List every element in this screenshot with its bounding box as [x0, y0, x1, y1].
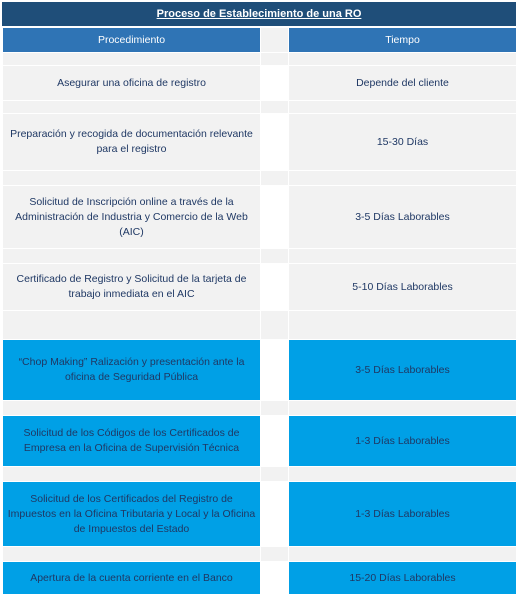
spacer-cell	[261, 101, 289, 114]
procedure-cell: Solicitud de los Códigos de los Certificados de Empresa en la Oficina de Supervisión Técnica	[3, 416, 261, 467]
time-cell: 5-10 Días Laborables	[289, 264, 517, 311]
procedure-cell: Asegurar una oficina de registro	[3, 66, 261, 101]
spacer-cell	[289, 401, 517, 416]
spacer-row	[3, 467, 517, 482]
table-row	[3, 114, 517, 171]
gap-cell	[261, 186, 289, 249]
spacer-row	[3, 401, 517, 416]
header-procedure: Procedimiento	[3, 28, 261, 53]
spacer-cell	[289, 311, 517, 340]
spacer-cell	[289, 101, 517, 114]
spacer-cell	[3, 53, 261, 66]
spacer-cell	[3, 101, 261, 114]
table-row	[3, 66, 517, 101]
spacer-cell	[261, 311, 289, 340]
procedure-cell: Apertura de la cuenta corriente en el Banco	[3, 562, 261, 595]
gap-cell	[261, 66, 289, 101]
table-row	[3, 340, 517, 401]
procedure-cell: Solicitud de Inscripción online a través de la Administración de Industria y Comercio de la Web (AIC)	[3, 186, 261, 249]
spacer-cell	[289, 547, 517, 562]
gap-cell	[261, 340, 289, 401]
spacer-cell	[261, 249, 289, 264]
table-row	[3, 562, 517, 595]
table-row	[3, 416, 517, 467]
spacer-cell	[261, 401, 289, 416]
spacer-cell	[261, 53, 289, 66]
spacer-cell	[289, 53, 517, 66]
time-cell: 1-3 Días Laborables	[289, 482, 517, 547]
time-cell: 3-5 Días Laborables	[289, 340, 517, 401]
procedure-cell: Certificado de Registro y Solicitud de la tarjeta de trabajo inmediata en el AIC	[3, 264, 261, 311]
spacer-row	[3, 547, 517, 562]
spacer-cell	[289, 467, 517, 482]
gap-cell	[261, 482, 289, 547]
table-row	[3, 186, 517, 249]
spacer-cell	[3, 401, 261, 416]
spacer-row	[3, 53, 517, 66]
spacer-row	[3, 249, 517, 264]
gap-cell	[261, 562, 289, 595]
spacer-cell	[261, 467, 289, 482]
spacer-cell	[3, 547, 261, 562]
spacer-cell	[261, 547, 289, 562]
header-time: Tiempo	[289, 28, 517, 53]
time-cell: 1-3 Días Laborables	[289, 416, 517, 467]
spacer-row	[3, 101, 517, 114]
spacer-cell	[3, 249, 261, 264]
spacer-cell	[289, 249, 517, 264]
spacer-cell	[3, 311, 261, 340]
gap-cell	[261, 416, 289, 467]
spacer-cell	[3, 467, 261, 482]
table-row	[3, 482, 517, 547]
time-cell: 3-5 Días Laborables	[289, 186, 517, 249]
procedure-cell: Preparación y recogida de documentación relevante para el registro	[3, 114, 261, 171]
spacer-cell	[289, 171, 517, 186]
spacer-cell	[3, 171, 261, 186]
table-title: Proceso de Establecimiento de una RO	[2, 2, 516, 26]
spacer-cell	[261, 171, 289, 186]
process-table	[2, 27, 517, 595]
table-header-row	[3, 28, 517, 53]
spacer-row	[3, 171, 517, 186]
header-gap	[261, 28, 289, 53]
time-cell: 15-30 Días	[289, 114, 517, 171]
gap-cell	[261, 114, 289, 171]
time-cell: 15-20 Días Laborables	[289, 562, 517, 595]
procedure-cell: “Chop Making” Ralización y presentación ante la oficina de Seguridad Pública	[3, 340, 261, 401]
table-row	[3, 264, 517, 311]
spacer-row	[3, 311, 517, 340]
procedure-cell: Solicitud de los Certificados del Registro de Impuestos en la Oficina Tributaria y Local y la Oficina de Impuestos del Estado	[3, 482, 261, 547]
gap-cell	[261, 264, 289, 311]
time-cell: Depende del cliente	[289, 66, 517, 101]
